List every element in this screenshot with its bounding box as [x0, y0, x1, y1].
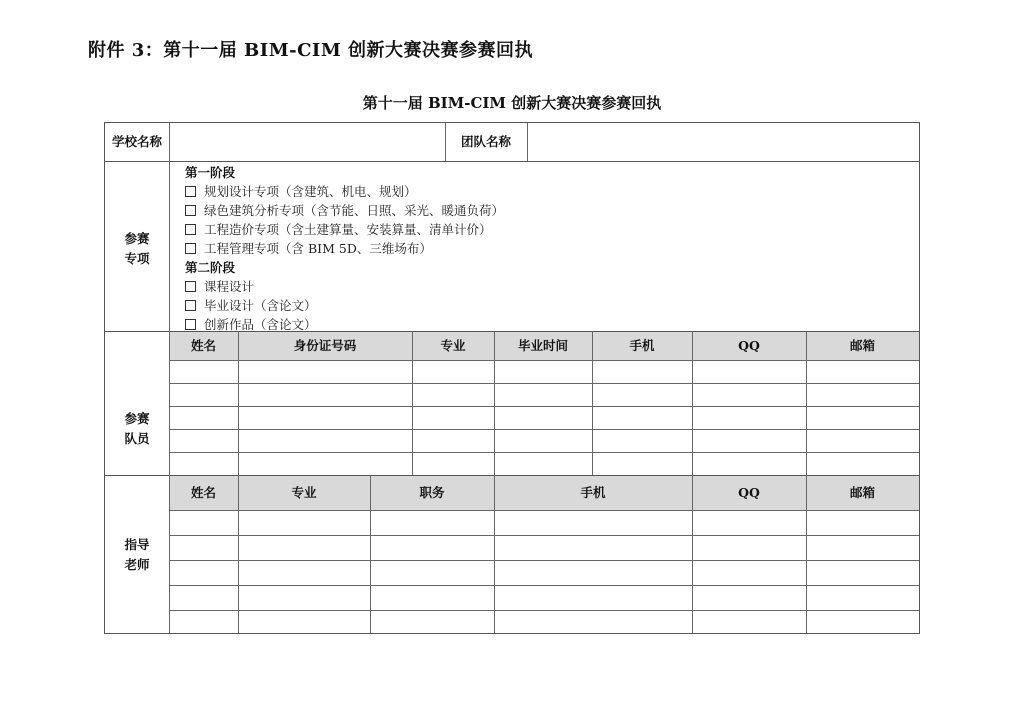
checkbox[interactable] — [185, 205, 196, 216]
page-heading: 附件 3：第十一届 BIM-CIM 创新大赛决赛参赛回执 — [88, 40, 534, 61]
stage1-option[interactable]: 工程造价专项（含土建算量、安装算量、清单计价） — [185, 220, 504, 239]
stage2-option[interactable]: 创新作品（含论文） — [185, 315, 504, 334]
stage1-title: 第一阶段 — [185, 165, 236, 180]
member-row-3[interactable] — [169, 407, 919, 429]
advisors-label: 指导 老师 — [124, 537, 150, 572]
school-name-field[interactable] — [169, 123, 445, 161]
advisor-row-1[interactable] — [169, 511, 919, 535]
members-header-qq: QQ — [738, 338, 760, 353]
checkbox[interactable] — [185, 243, 196, 254]
members-header-name: 姓名 — [190, 338, 216, 353]
stage2-title: 第二阶段 — [185, 260, 236, 275]
member-row-1[interactable] — [169, 361, 919, 383]
advisor-row-2[interactable] — [169, 536, 919, 560]
checkbox[interactable] — [185, 281, 196, 292]
advisor-row-5[interactable] — [169, 611, 919, 633]
form-title: 第十一届 BIM-CIM 创新大赛决赛参赛回执 — [362, 94, 662, 112]
members-header-major: 专业 — [440, 338, 466, 353]
checkbox[interactable] — [185, 224, 196, 235]
stage1-option[interactable]: 绿色建筑分析专项（含节能、日照、采光、暖通负荷） — [185, 201, 504, 220]
checkbox[interactable] — [185, 319, 196, 330]
advisors-header-position: 职务 — [419, 485, 445, 500]
receipt-form — [104, 122, 920, 634]
advisor-row-4[interactable] — [169, 586, 919, 610]
checkbox[interactable] — [185, 300, 196, 311]
advisors-header-email: 邮箱 — [849, 485, 875, 500]
members-label: 参赛 队员 — [124, 411, 150, 446]
stage1-option[interactable]: 规划设计专项（含建筑、机电、规划） — [185, 182, 504, 201]
stage2-option[interactable]: 课程设计 — [185, 277, 504, 296]
category-label: 参赛 专项 — [124, 231, 150, 266]
stage1-option[interactable]: 工程管理专项（含 BIM 5D、三维场布） — [185, 239, 504, 258]
category-options — [185, 163, 504, 334]
members-header-phone: 手机 — [629, 338, 655, 353]
member-row-5[interactable] — [169, 453, 919, 475]
advisors-header-phone: 手机 — [580, 485, 606, 500]
member-row-4[interactable] — [169, 430, 919, 452]
members-header-graduation: 毕业时间 — [517, 338, 568, 353]
members-header-id: 身份证号码 — [293, 338, 357, 353]
stage2-option[interactable]: 毕业设计（含论文） — [185, 296, 504, 315]
checkbox[interactable] — [185, 186, 196, 197]
members-header-email: 邮箱 — [849, 338, 875, 353]
advisors-header-name: 姓名 — [190, 485, 216, 500]
advisor-row-3[interactable] — [169, 561, 919, 585]
member-row-2[interactable] — [169, 384, 919, 406]
school-name-label: 学校名称 — [111, 134, 162, 149]
advisors-header-major: 专业 — [291, 485, 317, 500]
advisors-header-qq: QQ — [738, 485, 760, 500]
team-name-label: 团队名称 — [460, 134, 511, 149]
team-name-field[interactable] — [527, 123, 919, 161]
